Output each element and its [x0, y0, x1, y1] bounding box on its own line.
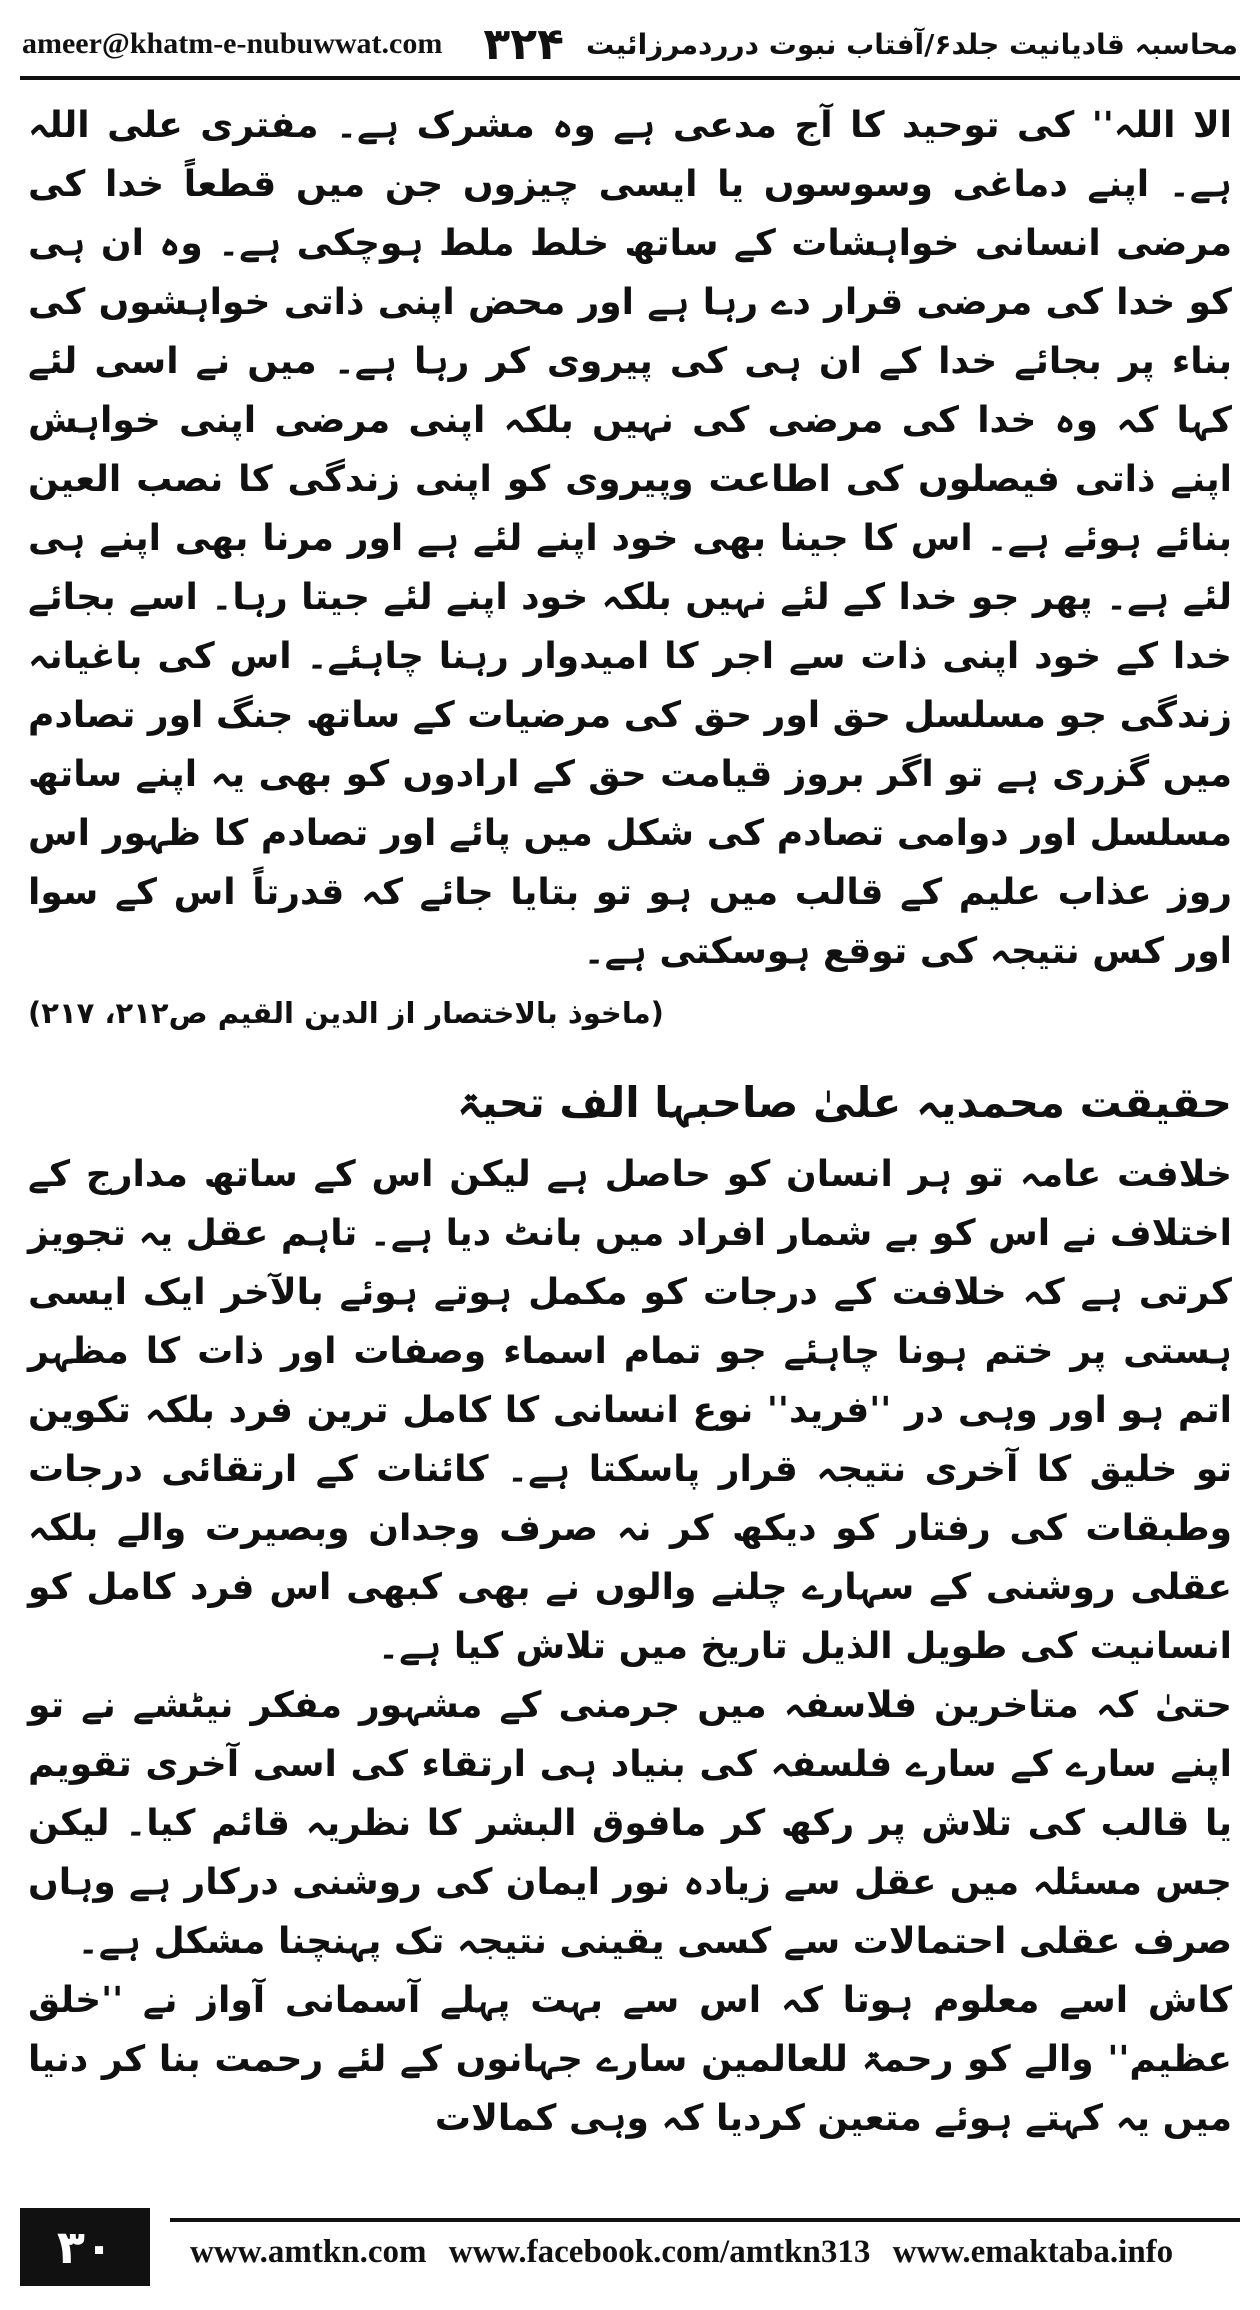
source-citation: (ماخوذ بالاختصار از الدین القیم ص۲۱۲، ۲۱۷) [28, 996, 664, 1030]
header-rule [20, 76, 1240, 80]
header-page-number: ۳۲۴ [483, 18, 564, 70]
body-paragraph-4: کاش اسے معلوم ہوتا کہ اس سے بہت پہلے آسمانی آواز نے ''خلق عظیم'' والے کو رحمۃ للعالمین سارے جہانوں کے لئے رحمت بنا کر دنیا میں یہ کہتے ہوئے متعین کردیا کہ وہی کمالات [28, 1980, 1232, 2139]
page-content [28, 96, 1232, 2150]
section-heading: حقیقت محمدیہ علیٰ صاحبہا الف تحیۃ [457, 1078, 1232, 1127]
body-paragraph-3: حتیٰ کہ متاخرین فلاسفہ میں جرمنی کے مشہور مفکر نیٹشے نے تو اپنے سارے کے سارے فلسفہ کی بنیاد ہی ارتقاء کی اسی آخری تقویم یا قالب کی تلاش پر رکھ کر مافوق البشر کا نظریہ قائم کیا۔ لیکن جس مسئلہ میں عقل سے زیادہ نور ایمان کی روشنی درکار ہے وہاں صرف عقلی احتمالات سے کسی یقینی نتیجہ تک پہنچنا مشکل ہے۔ [28, 1685, 1232, 1962]
body-paragraph-1: الا اللہ'' کی توحید کا آج مدعی ہے وہ مشرک ہے۔ مفتری علی اللہ ہے۔ اپنے دماغی وسوسوں یا ایسی چیزوں جن میں قطعاً خدا کی مرضی انسانی خواہشات کے ساتھ خلط ملط ہوچکی ہے۔ وہ ان ہی کو خدا کی مرضی قرار دے رہا ہے اور محض اپنی ذاتی خواہشوں کی بناء پر بجائے خدا کے ان ہی کی پیروی کر رہا ہے۔ میں نے اسی لئے کہا کہ وہ خدا کی مرضی کی نہیں بلکہ اپنی مرضی اپنی خواہش اپنے ذاتی فیصلوں کی اطاعت وپیروی کو اپنی زندگی کا نصب العین بنائے ہوئے ہے۔ اس کا جینا بھی خود اپنے لئے ہے اور مرنا بھی اپنے ہی لئے ہے۔ پھر جو خدا کے لئے نہیں بلکہ خود اپنے لئے جیتا رہا۔ اسے بجائے خدا کے خود اپنی ذات سے اجر کا امیدوار رہنا چاہئے۔ اس کی باغیانہ زندگی جو مسلسل حق اور حق کی مرضیات کے ساتھ جنگ اور تصادم میں گزری ہے تو اگر بروز قیامت حق کے ارادوں کو بھی یہ اپنے ساتھ مسلسل اور دوامی تصادم کی شکل میں پائے اور تصادم کا ظہور اس روز عذاب علیم کے قالب میں ہو تو بتایا جائے کہ قدرتاً اس کے سوا اور کس نتیجہ کی توقع ہوسکتی ہے۔ [28, 105, 1232, 972]
page-header [22, 18, 1238, 70]
footer-rule [170, 2218, 1240, 2222]
folio-number: ۳۰ [20, 2208, 150, 2286]
footer-link-facebook[interactable]: www.facebook.com/amtkn313 [448, 2234, 871, 2270]
header-right [483, 19, 1238, 70]
page-footer [20, 2218, 1240, 2288]
footer-links [190, 2234, 1240, 2271]
header-email: ameer@khatm-e-nubuwwat.com [22, 27, 443, 60]
body-paragraph-2: خلافت عامہ تو ہر انسان کو حاصل ہے لیکن اس کے ساتھ مدارج کے اختلاف نے اس کو بے شمار افراد میں بانٹ دیا ہے۔ تاہم عقل یہ تجویز کرتی ہے کہ خلافت کے درجات کو مکمل ہوتے ہوئے بالآخر ایک ایسی ہستی پر ختم ہونا چاہئے جو تمام اسماء وصفات اور ذات کا مظہر اتم ہو اور وہی در ''فرید'' نوع انسانی کا کامل ترین فرد بلکہ تکوین تو خلیق کا آخری نتیجہ قرار پاسکتا ہے۔ کائنات کے ارتقائی درجات وطبقات کی رفتار کو دیکھ کر نہ صرف وجدان وبصیرت والے بلکہ عقلی روشنی کے سہارے چلنے والوں نے بھی کبھی اس فرد کامل کو انسانیت کی طویل الذیل تاریخ میں تلاش کیا ہے۔ [28, 1154, 1232, 1667]
footer-link-amtkn[interactable]: www.amtkn.com [190, 2234, 427, 2270]
header-book-title: محاسبہ قادیانیت جلد۶/آفتاب نبوت درردمرزائیت [585, 27, 1238, 61]
footer-link-emaktaba[interactable]: www.emaktaba.info [892, 2234, 1174, 2270]
